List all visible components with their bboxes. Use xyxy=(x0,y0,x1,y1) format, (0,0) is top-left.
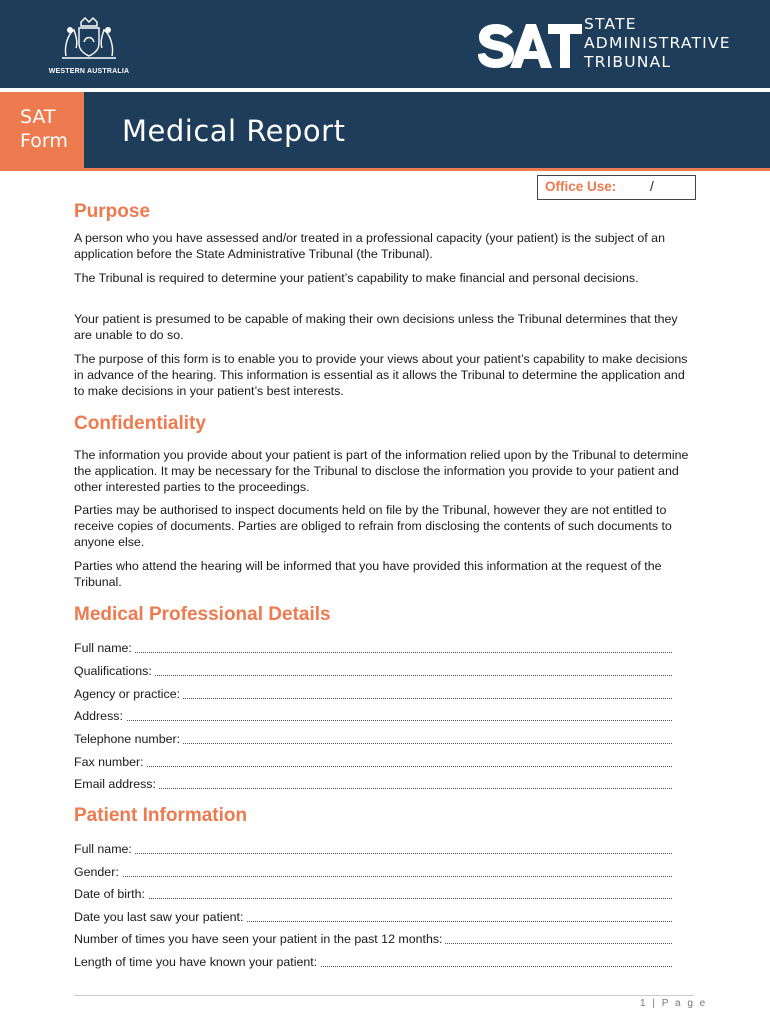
office-use-label: Office Use: xyxy=(545,179,617,194)
date-of-birth-field[interactable] xyxy=(74,886,672,902)
field-label: Telephone number: xyxy=(74,732,183,746)
field-label: Email address: xyxy=(74,777,159,791)
field-label: Qualifications: xyxy=(74,664,155,678)
gender-field[interactable] xyxy=(74,864,672,880)
sat-name-line: STATE xyxy=(584,15,637,33)
field-label: Full name: xyxy=(74,842,135,856)
times-seen-field[interactable] xyxy=(74,931,672,947)
badge-line: SAT xyxy=(20,106,56,128)
dotted-line xyxy=(74,766,672,767)
qualifications-field[interactable] xyxy=(74,663,672,679)
email-field[interactable] xyxy=(74,776,672,792)
dotted-line xyxy=(74,788,672,789)
wa-crest xyxy=(44,12,134,78)
title-bar xyxy=(0,92,770,168)
field-label: Full name: xyxy=(74,641,135,655)
confidentiality-paragraph: The information you provide about your patient is part of the information relied upon by the Tribunal to determine the application. It may be necessary for the Tribunal to disclose the information you provide to your patient and other interested parties to the proceedings. xyxy=(74,448,689,494)
confidentiality-paragraph: Parties may be authorised to inspect documents held on file by the Tribunal, however they are not entitled to receive copies of documents. Parties are obliged to refrain from disclosing the contents of such documents to anyone else. xyxy=(74,503,672,549)
address-field[interactable] xyxy=(74,708,672,724)
telephone-field[interactable] xyxy=(74,731,672,747)
dotted-line xyxy=(74,675,672,676)
field-label: Agency or practice: xyxy=(74,687,183,701)
purpose-paragraph: A person who you have assessed and/or treated in a professional capacity (your patient) is the subject of an application before the State Administrative Tribunal (the Tribunal). xyxy=(74,231,665,261)
crest-caption: WESTERN AUSTRALIA xyxy=(48,68,130,75)
purpose-paragraph: The Tribunal is required to determine your patient’s capability to make financial and personal decisions. xyxy=(74,271,639,285)
dotted-line xyxy=(74,898,672,899)
field-label: Date you last saw your patient: xyxy=(74,910,246,924)
footer-divider xyxy=(74,995,694,996)
purpose-paragraph: The purpose of this form is to enable you to provide your views about your patient’s capability to make decisions in advance of the hearing. This information is essential as it allows the Tribunal to determine the application and to make decisions in your patient’s best interests. xyxy=(74,352,688,398)
header-banner xyxy=(0,0,770,88)
office-use-separator: / xyxy=(650,179,654,194)
dotted-line xyxy=(74,652,672,653)
badge-line: Form xyxy=(20,130,68,152)
page-number: 1 | P a g e xyxy=(640,998,708,1009)
patient-information-heading: Patient Information xyxy=(74,805,248,826)
sat-logo-icon xyxy=(474,18,584,74)
last-seen-date-field[interactable] xyxy=(74,909,672,925)
confidentiality-paragraph: Parties who attend the hearing will be informed that you have provided this information at the request of the Tribunal. xyxy=(74,559,662,589)
purpose-paragraph: Your patient is presumed to be capable of making their own decisions unless the Tribunal determines that they are unable to do so. xyxy=(74,312,678,342)
length-known-field[interactable] xyxy=(74,954,672,970)
medical-professional-heading: Medical Professional Details xyxy=(74,604,331,625)
dotted-line xyxy=(74,876,672,877)
field-label: Date of birth: xyxy=(74,887,148,901)
office-use-box[interactable] xyxy=(537,175,696,200)
field-label: Gender: xyxy=(74,865,122,879)
professional-full-name-field[interactable] xyxy=(74,640,672,656)
agency-practice-field[interactable] xyxy=(74,686,672,702)
dotted-line xyxy=(74,720,672,721)
field-label: Number of times you have seen your patient in the past 12 months: xyxy=(74,932,445,946)
field-label: Length of time you have known your patient: xyxy=(74,955,320,969)
coat-of-arms-icon xyxy=(44,12,134,68)
fax-field[interactable] xyxy=(74,754,672,770)
field-label: Address: xyxy=(74,709,126,723)
patient-full-name-field[interactable] xyxy=(74,841,672,857)
confidentiality-heading: Confidentiality xyxy=(74,413,206,434)
sat-form-badge xyxy=(0,92,84,171)
title-bar-accent xyxy=(0,168,770,171)
sat-full-name xyxy=(584,15,731,72)
sat-name-line: ADMINISTRATIVE xyxy=(584,34,731,52)
field-label: Fax number: xyxy=(74,755,147,769)
page-title: Medical Report xyxy=(122,114,346,148)
sat-name-line: TRIBUNAL xyxy=(584,53,672,71)
purpose-heading: Purpose xyxy=(74,201,151,222)
dotted-line xyxy=(74,853,672,854)
